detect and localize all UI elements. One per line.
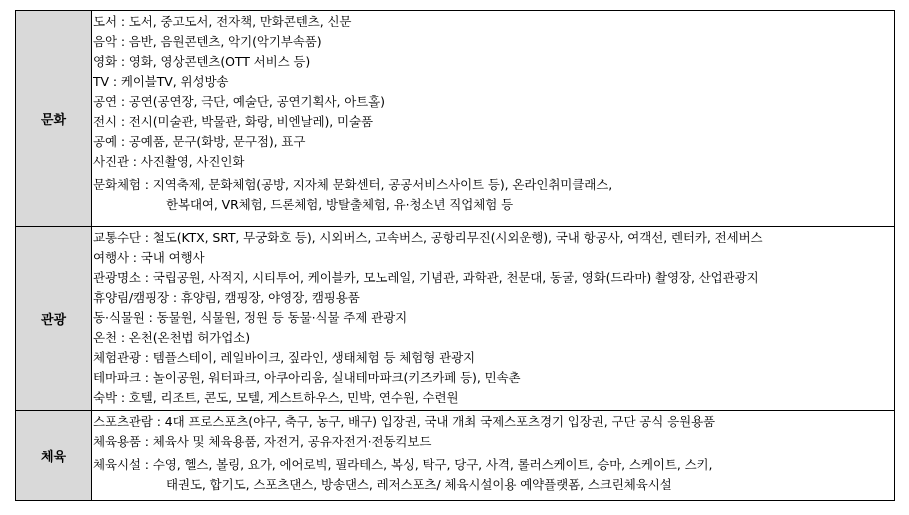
- section-items-culture: [92, 11, 895, 227]
- item-line: 온천 : 온천(온천법 허가업소): [93, 330, 251, 345]
- item-line: 공연 : 공연(공연장, 극단, 예술단, 공연기획사, 아트홀): [93, 94, 385, 109]
- item-line: 관광명소 : 국립공원, 사적지, 시티투어, 케이블카, 모노레일, 기념관, 과학관, 천문대, 동굴, 영화(드라마) 촬영장, 산업관광지: [93, 270, 759, 285]
- item-line: 공예 : 공예품, 문구(화방, 문구점), 표구: [93, 134, 306, 149]
- item-line: 도서 : 도서, 중고도서, 전자책, 만화콘텐츠, 신문: [93, 14, 352, 29]
- category-table: [15, 10, 895, 501]
- item-line-continuation: 한복대여, VR체험, 드론체험, 방탈출체험, 유·청소년 직업체험 등: [166, 197, 514, 212]
- section-row-sports: [16, 411, 895, 501]
- item-line: 숙박 : 호텔, 리조트, 콘도, 모텔, 게스트하우스, 민박, 연수원, 수련원: [93, 390, 459, 405]
- item-line: 교통수단 : 철도(KTX, SRT, 무궁화호 등), 시외버스, 고속버스, 공항리무진(시외운행), 국내 항공사, 여객선, 렌터카, 전세버스: [93, 230, 763, 245]
- item-line: 스포츠관람 : 4대 프로스포츠(야구, 축구, 농구, 배구) 입장권, 국내 개최 국제스포츠경기 입장권, 구단 공식 응원용품: [93, 414, 716, 429]
- category-label-tourism: 관광: [16, 227, 92, 411]
- item-line: 사진관 : 사진촬영, 사진인화: [93, 154, 245, 169]
- item-line: 음악 : 음반, 음원콘텐츠, 악기(악기부속품): [93, 34, 322, 49]
- category-label-sports: 체육: [16, 411, 92, 501]
- section-items-tourism: [92, 227, 895, 411]
- item-line: 테마파크 : 놀이공원, 워터파크, 아쿠아리움, 실내테마파크(키즈카페 등), 민속촌: [93, 370, 521, 385]
- item-line: TV : 케이블TV, 위성방송: [93, 74, 229, 89]
- item-line-continuation: 태권도, 합기도, 스포츠댄스, 방송댄스, 레저스포츠/ 체육시설이용 예약플랫폼, 스크린체육시설: [166, 477, 672, 492]
- item-line: 휴양림/캠핑장 : 휴양림, 캠핑장, 야영장, 캠핑용품: [93, 290, 360, 305]
- item-line: 영화 : 영화, 영상콘텐츠(OTT 서비스 등): [93, 54, 311, 69]
- section-row-tourism: [16, 227, 895, 411]
- section-items-sports: [92, 411, 895, 501]
- item-line: 전시 : 전시(미술관, 박물관, 화랑, 비엔날레), 미술품: [93, 114, 373, 129]
- item-line: 여행사 : 국내 여행사: [93, 250, 205, 265]
- item-line: 체육용품 : 체육사 및 체육용품, 자전거, 공유자전거·전동킥보드: [93, 434, 432, 449]
- item-line: 체육시설 : 수영, 헬스, 볼링, 요가, 에어로빅, 필라테스, 복싱, 탁구, 당구, 사격, 롤러스케이트, 승마, 스케이트, 스키,: [93, 457, 713, 472]
- item-line: 체험관광 : 템플스테이, 레일바이크, 짚라인, 생태체험 등 체험형 관광지: [93, 350, 476, 365]
- category-label-culture: 문화: [16, 11, 92, 227]
- section-row-culture: [16, 11, 895, 227]
- item-line: 문화체험 : 지역축제, 문화체험(공방, 지자체 문화센터, 공공서비스사이트 등), 온라인취미클래스,: [93, 177, 613, 192]
- item-line: 동·식물원 : 동물원, 식물원, 정원 등 동물·식물 주제 관광지: [93, 310, 408, 325]
